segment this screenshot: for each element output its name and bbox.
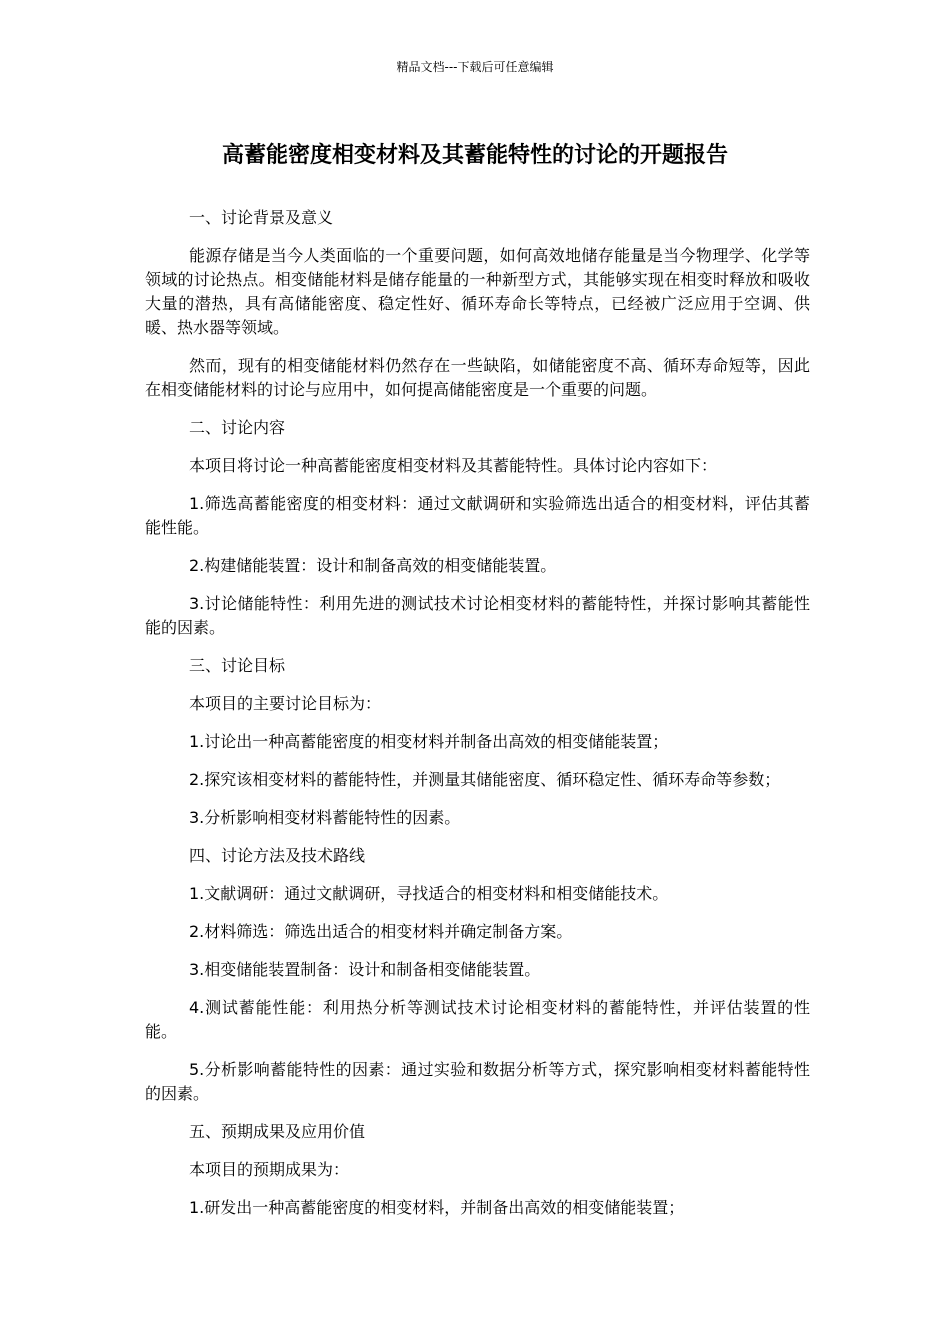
list-item: 4.测试蓄能性能：利用热分析等测试技术讨论相变材料的蓄能特性，并评估装置的性能。: [145, 998, 810, 1041]
header-note: 精品文档---下载后可任意编辑: [396, 60, 554, 74]
list-item: 5.分析影响蓄能特性的因素：通过实验和数据分析等方式，探究影响相变材料蓄能特性的因素。: [145, 1060, 810, 1103]
list-item: 2.构建储能装置：设计和制备高效的相变储能装置。: [189, 556, 557, 575]
paragraph: 本项目的预期成果为：: [189, 1160, 350, 1179]
document-body: [145, 206, 810, 1234]
list-item: 2.材料筛选：筛选出适合的相变材料并确定制备方案。: [189, 922, 573, 941]
paragraph: 然而，现有的相变储能材料仍然存在一些缺陷，如储能密度不高、循环寿命短等，因此在相变储能材料的讨论与应用中，如何提高储能密度是一个重要的问题。: [145, 356, 810, 399]
paragraph: 本项目将讨论一种高蓄能密度相变材料及其蓄能特性。具体讨论内容如下：: [189, 456, 718, 475]
paragraph: 本项目的主要讨论目标为：: [189, 694, 382, 713]
list-item: 3.讨论储能特性：利用先进的测试技术讨论相变材料的蓄能特性，并探讨影响其蓄能性能的因素。: [145, 594, 810, 637]
section-heading-background: 一、讨论背景及意义: [189, 208, 334, 227]
list-item: 2.探究该相变材料的蓄能特性，并测量其储能密度、循环稳定性、循环寿命等参数；: [189, 770, 781, 789]
section-heading-outcomes: 五、预期成果及应用价值: [189, 1122, 366, 1141]
list-item: 1.讨论出一种高蓄能密度的相变材料并制备出高效的相变储能装置；: [189, 732, 669, 751]
document-title: 高蓄能密度相变材料及其蓄能特性的讨论的开题报告: [221, 143, 728, 168]
list-item: 1.筛选高蓄能密度的相变材料：通过文献调研和实验筛选出适合的相变材料，评估其蓄能性能。: [145, 494, 810, 537]
section-heading-goals: 三、讨论目标: [189, 656, 286, 675]
list-item: 1.研发出一种高蓄能密度的相变材料，并制备出高效的相变储能装置；: [189, 1198, 685, 1217]
list-item: 3.相变储能装置制备：设计和制备相变储能装置。: [189, 960, 541, 979]
paragraph: 能源存储是当今人类面临的一个重要问题，如何高效地储存能量是当今物理学、化学等领域的讨论热点。相变储能材料是储存能量的一种新型方式，其能够实现在相变时释放和吸收大量的潜热，具有高储能密度、稳定性好、循环寿命长等特点，已经被广泛应用于空调、供暖、热水器等领域。: [145, 246, 810, 337]
list-item: 1.文献调研：通过文献调研，寻找适合的相变材料和相变储能技术。: [189, 884, 669, 903]
list-item: 3.分析影响相变材料蓄能特性的因素。: [189, 808, 461, 827]
section-heading-methods: 四、讨论方法及技术路线: [189, 846, 366, 865]
section-heading-content: 二、讨论内容: [189, 418, 286, 437]
